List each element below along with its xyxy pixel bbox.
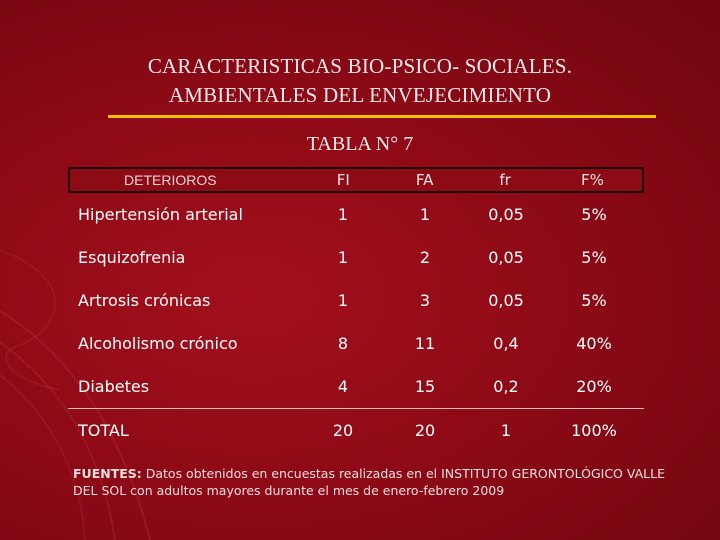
cell-fa: 2 [419, 248, 431, 267]
source-text: Datos obtenidos en encuestas realizadas en el INSTITUTO GERONTOLÓGICO VALLE DEL SOL con adultos mayores durante el mes de enero-febrero 2009 [73, 466, 665, 498]
cell-fr: 0,05 [488, 205, 524, 224]
row-label: Diabetes [78, 377, 150, 396]
cell-fi: 1 [337, 248, 349, 267]
table-row [68, 193, 644, 236]
table-row [68, 236, 644, 279]
slide-title [0, 52, 720, 110]
cell-fr: 0,2 [493, 377, 519, 396]
header-f-percent: F% [580, 171, 604, 189]
title-divider [108, 115, 656, 118]
cell-fi: 4 [337, 377, 349, 396]
row-label: Alcoholismo crónico [78, 334, 238, 353]
cell-fr: 0,05 [488, 291, 524, 310]
header-fr: fr [499, 171, 511, 189]
table-row [68, 279, 644, 322]
row-label: Esquizofrenia [78, 248, 186, 267]
cell-f-percent: 5% [581, 248, 607, 267]
table-header-row [68, 167, 644, 193]
table-total-row [68, 408, 644, 451]
cell-f-percent: 20% [576, 377, 612, 396]
header-fi: FI [336, 171, 350, 189]
table-row [68, 322, 644, 365]
table-title: TABLA N° 7 [306, 133, 414, 155]
cell-f-percent: 5% [581, 205, 607, 224]
cell-fi: 1 [337, 205, 349, 224]
row-label: Hipertensión arterial [78, 205, 243, 224]
total-fi: 20 [332, 420, 354, 440]
cell-fa: 3 [419, 291, 431, 310]
title-line-1: CARACTERISTICAS BIO-PSICO- SOCIALES. [147, 54, 573, 78]
cell-fi: 1 [337, 291, 349, 310]
source-label: FUENTES: [73, 466, 142, 481]
total-f-percent: 100% [571, 420, 617, 440]
header-deterioros: DETERIOROS [124, 172, 217, 188]
cell-fa: 1 [419, 205, 431, 224]
cell-fi: 8 [337, 334, 349, 353]
cell-f-percent: 5% [581, 291, 607, 310]
cell-fa: 11 [414, 334, 436, 353]
cell-f-percent: 40% [576, 334, 612, 353]
total-label: TOTAL [78, 420, 129, 440]
cell-fa: 15 [414, 377, 436, 396]
title-line-2: AMBIENTALES DEL ENVEJECIMIENTO [168, 83, 552, 107]
source-note [73, 465, 673, 499]
cell-fr: 0,05 [488, 248, 524, 267]
total-fa: 20 [414, 420, 436, 440]
header-fa: FA [415, 171, 434, 189]
cell-fr: 0,4 [493, 334, 519, 353]
data-table [68, 167, 644, 451]
table-row [68, 365, 644, 408]
total-fr: 1 [500, 420, 512, 440]
row-label: Artrosis crónicas [78, 291, 211, 310]
